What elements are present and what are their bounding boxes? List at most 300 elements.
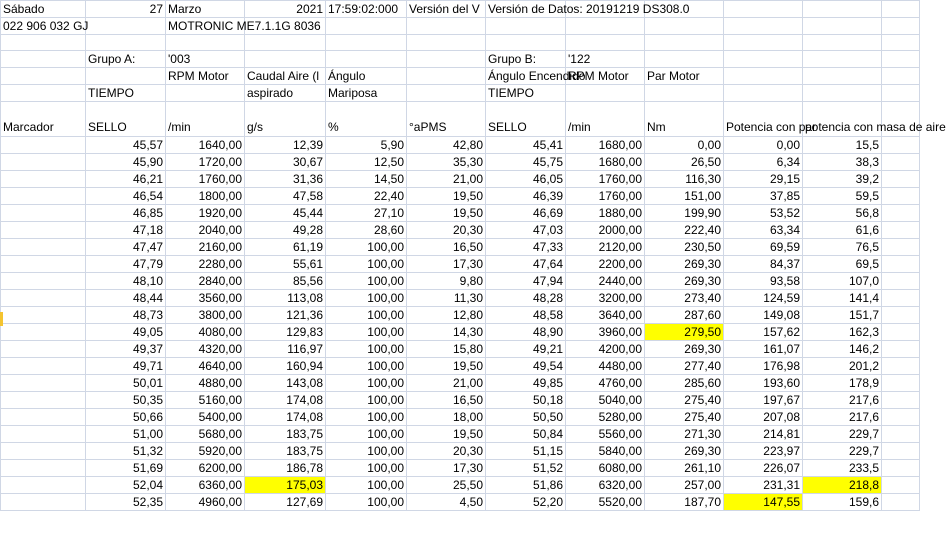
- empty-cell[interactable]: [882, 188, 920, 205]
- cell-min-a[interactable]: 2840,00: [166, 273, 245, 290]
- cell-pct[interactable]: 100,00: [326, 392, 407, 409]
- cell-gs[interactable]: 186,78: [245, 460, 326, 477]
- cell-apms[interactable]: 19,50: [407, 426, 486, 443]
- cell-nm[interactable]: 269,30: [645, 341, 724, 358]
- cell-min-b[interactable]: 6320,00: [566, 477, 645, 494]
- cell-sello-b[interactable]: 48,28: [486, 290, 566, 307]
- nm-header[interactable]: Nm: [645, 102, 724, 137]
- cell-marcador[interactable]: [1, 290, 86, 307]
- cell-potencia-par[interactable]: 226,07: [724, 460, 803, 477]
- cell-pct[interactable]: 22,40: [326, 188, 407, 205]
- empty-cell[interactable]: [724, 1, 803, 18]
- empty-cell[interactable]: [882, 51, 920, 68]
- cell-nm[interactable]: 261,10: [645, 460, 724, 477]
- cell-apms[interactable]: 21,00: [407, 375, 486, 392]
- cell-sello-b[interactable]: 45,75: [486, 154, 566, 171]
- mariposa-label[interactable]: Mariposa: [326, 85, 407, 102]
- cell-min-a[interactable]: 5160,00: [166, 392, 245, 409]
- cell-marcador[interactable]: [1, 443, 86, 460]
- cell-nm[interactable]: 287,60: [645, 307, 724, 324]
- empty-cell[interactable]: [407, 35, 486, 51]
- year-cell[interactable]: 2021: [245, 1, 326, 18]
- cell-potencia-aire[interactable]: 233,5: [803, 460, 882, 477]
- empty-cell[interactable]: [166, 35, 245, 51]
- cell-sello-a[interactable]: 49,05: [86, 324, 166, 341]
- cell-min-a[interactable]: 6360,00: [166, 477, 245, 494]
- cell-gs[interactable]: 183,75: [245, 443, 326, 460]
- cell-min-a[interactable]: 5920,00: [166, 443, 245, 460]
- cell-min-a[interactable]: 4640,00: [166, 358, 245, 375]
- cell-sello-b[interactable]: 49,54: [486, 358, 566, 375]
- cell-potencia-aire[interactable]: 76,5: [803, 239, 882, 256]
- cell-apms[interactable]: 25,50: [407, 477, 486, 494]
- cell-nm[interactable]: 116,30: [645, 171, 724, 188]
- cell-min-a[interactable]: 3800,00: [166, 307, 245, 324]
- empty-cell[interactable]: [407, 51, 486, 68]
- empty-cell[interactable]: [882, 358, 920, 375]
- empty-cell[interactable]: [882, 341, 920, 358]
- empty-cell[interactable]: [882, 307, 920, 324]
- empty-cell[interactable]: [645, 51, 724, 68]
- empty-cell[interactable]: [645, 18, 724, 35]
- empty-cell[interactable]: [882, 324, 920, 341]
- cell-potencia-aire[interactable]: 162,3: [803, 324, 882, 341]
- rpm-motor-a-label[interactable]: RPM Motor: [166, 68, 245, 85]
- empty-cell[interactable]: [882, 290, 920, 307]
- cell-potencia-aire[interactable]: 15,5: [803, 137, 882, 154]
- empty-cell[interactable]: [803, 35, 882, 51]
- empty-cell[interactable]: [882, 18, 920, 35]
- cell-potencia-par[interactable]: 207,08: [724, 409, 803, 426]
- cell-min-a[interactable]: 1920,00: [166, 205, 245, 222]
- cell-sello-b[interactable]: 51,15: [486, 443, 566, 460]
- cell-min-a[interactable]: 2280,00: [166, 256, 245, 273]
- empty-cell[interactable]: [724, 51, 803, 68]
- cell-potencia-par[interactable]: 29,15: [724, 171, 803, 188]
- date-number-cell[interactable]: 27: [86, 1, 166, 18]
- cell-min-a[interactable]: 6200,00: [166, 460, 245, 477]
- cell-nm[interactable]: 279,50: [645, 324, 724, 341]
- cell-potencia-par[interactable]: 63,34: [724, 222, 803, 239]
- cell-sello-a[interactable]: 48,44: [86, 290, 166, 307]
- cell-sello-b[interactable]: 46,39: [486, 188, 566, 205]
- cell-sello-a[interactable]: 51,00: [86, 426, 166, 443]
- cell-sello-a[interactable]: 47,79: [86, 256, 166, 273]
- day-cell[interactable]: Sábado: [1, 1, 86, 18]
- marcador-header[interactable]: Marcador: [1, 102, 86, 137]
- cell-nm[interactable]: 275,40: [645, 409, 724, 426]
- empty-cell[interactable]: [882, 205, 920, 222]
- cell-pct[interactable]: 100,00: [326, 307, 407, 324]
- cell-nm[interactable]: 285,60: [645, 375, 724, 392]
- cell-gs[interactable]: 116,97: [245, 341, 326, 358]
- empty-cell[interactable]: [245, 51, 326, 68]
- cell-nm[interactable]: 277,40: [645, 358, 724, 375]
- cell-min-b[interactable]: 5560,00: [566, 426, 645, 443]
- cell-potencia-aire[interactable]: 229,7: [803, 426, 882, 443]
- cell-gs[interactable]: 30,67: [245, 154, 326, 171]
- cell-min-a[interactable]: 5680,00: [166, 426, 245, 443]
- cell-gs[interactable]: 127,69: [245, 494, 326, 511]
- cell-nm[interactable]: 273,40: [645, 290, 724, 307]
- cell-min-a[interactable]: 2160,00: [166, 239, 245, 256]
- cell-gs[interactable]: 113,08: [245, 290, 326, 307]
- empty-cell[interactable]: [166, 85, 245, 102]
- cell-min-b[interactable]: 1760,00: [566, 188, 645, 205]
- potencia-aire-header[interactable]: potencia con masa de aire: [803, 102, 882, 137]
- cell-sello-a[interactable]: 46,21: [86, 171, 166, 188]
- cell-marcador[interactable]: [1, 171, 86, 188]
- cell-potencia-par[interactable]: 157,62: [724, 324, 803, 341]
- cell-sello-b[interactable]: 47,64: [486, 256, 566, 273]
- cell-potencia-par[interactable]: 37,85: [724, 188, 803, 205]
- cell-sello-a[interactable]: 46,85: [86, 205, 166, 222]
- cell-sello-b[interactable]: 47,03: [486, 222, 566, 239]
- min-b-header[interactable]: /min: [566, 102, 645, 137]
- tiempo-b-label[interactable]: TIEMPO: [486, 85, 566, 102]
- cell-min-a[interactable]: 4320,00: [166, 341, 245, 358]
- group-a-label-cell[interactable]: Grupo A:: [86, 51, 166, 68]
- cell-min-a[interactable]: 4880,00: [166, 375, 245, 392]
- cell-marcador[interactable]: [1, 392, 86, 409]
- cell-pct[interactable]: 100,00: [326, 494, 407, 511]
- cell-gs[interactable]: 61,19: [245, 239, 326, 256]
- cell-min-b[interactable]: 4200,00: [566, 341, 645, 358]
- cell-min-a[interactable]: 4960,00: [166, 494, 245, 511]
- cell-pct[interactable]: 14,50: [326, 171, 407, 188]
- cell-apms[interactable]: 20,30: [407, 443, 486, 460]
- empty-cell[interactable]: [86, 35, 166, 51]
- cell-marcador[interactable]: [1, 256, 86, 273]
- empty-cell[interactable]: [645, 35, 724, 51]
- cell-gs[interactable]: 31,36: [245, 171, 326, 188]
- cell-potencia-aire[interactable]: 141,4: [803, 290, 882, 307]
- cell-potencia-aire[interactable]: 56,8: [803, 205, 882, 222]
- cell-pct[interactable]: 100,00: [326, 290, 407, 307]
- cell-gs[interactable]: 45,44: [245, 205, 326, 222]
- cell-potencia-par[interactable]: 176,98: [724, 358, 803, 375]
- empty-cell[interactable]: [645, 85, 724, 102]
- sello-a-header[interactable]: SELLO: [86, 102, 166, 137]
- part-number-cell[interactable]: 022 906 032 GJ: [1, 18, 86, 35]
- cell-apms[interactable]: 19,50: [407, 188, 486, 205]
- ecu-cell[interactable]: MOTRONIC ME7.1.1G 8036: [166, 18, 245, 35]
- cell-potencia-aire[interactable]: 107,0: [803, 273, 882, 290]
- cell-sello-b[interactable]: 45,41: [486, 137, 566, 154]
- cell-marcador[interactable]: [1, 205, 86, 222]
- cell-potencia-par[interactable]: 214,81: [724, 426, 803, 443]
- cell-marcador[interactable]: [1, 460, 86, 477]
- empty-cell[interactable]: [882, 85, 920, 102]
- cell-gs[interactable]: 49,28: [245, 222, 326, 239]
- cell-sello-b[interactable]: 51,86: [486, 477, 566, 494]
- empty-cell[interactable]: [882, 426, 920, 443]
- cell-apms[interactable]: 15,80: [407, 341, 486, 358]
- cell-marcador[interactable]: [1, 494, 86, 511]
- cell-apms[interactable]: 42,80: [407, 137, 486, 154]
- empty-cell[interactable]: [407, 18, 486, 35]
- empty-cell[interactable]: [882, 239, 920, 256]
- cell-pct[interactable]: 5,90: [326, 137, 407, 154]
- cell-gs[interactable]: 183,75: [245, 426, 326, 443]
- cell-min-b[interactable]: 1680,00: [566, 154, 645, 171]
- cell-potencia-par[interactable]: 231,31: [724, 477, 803, 494]
- angulo-label[interactable]: Ángulo: [326, 68, 407, 85]
- cell-sello-b[interactable]: 49,85: [486, 375, 566, 392]
- cell-potencia-par[interactable]: 6,34: [724, 154, 803, 171]
- cell-min-b[interactable]: 4760,00: [566, 375, 645, 392]
- empty-cell[interactable]: [326, 35, 407, 51]
- cell-marcador[interactable]: [1, 222, 86, 239]
- gs-header[interactable]: g/s: [245, 102, 326, 137]
- empty-cell[interactable]: [882, 273, 920, 290]
- cell-gs[interactable]: 160,94: [245, 358, 326, 375]
- cell-nm[interactable]: 151,00: [645, 188, 724, 205]
- empty-cell[interactable]: [724, 85, 803, 102]
- empty-cell[interactable]: [882, 494, 920, 511]
- cell-pct[interactable]: 100,00: [326, 256, 407, 273]
- empty-cell[interactable]: [882, 443, 920, 460]
- cell-min-a[interactable]: 1640,00: [166, 137, 245, 154]
- cell-pct[interactable]: 100,00: [326, 239, 407, 256]
- cell-pct[interactable]: 100,00: [326, 426, 407, 443]
- empty-cell[interactable]: [1, 51, 86, 68]
- cell-nm[interactable]: 187,70: [645, 494, 724, 511]
- empty-cell[interactable]: [803, 18, 882, 35]
- cell-pct[interactable]: 100,00: [326, 409, 407, 426]
- cell-min-b[interactable]: 1880,00: [566, 205, 645, 222]
- cell-sello-b[interactable]: 51,52: [486, 460, 566, 477]
- cell-nm[interactable]: 222,40: [645, 222, 724, 239]
- cell-sello-a[interactable]: 47,47: [86, 239, 166, 256]
- cell-apms[interactable]: 12,80: [407, 307, 486, 324]
- empty-cell[interactable]: [882, 137, 920, 154]
- empty-cell[interactable]: [882, 68, 920, 85]
- cell-potencia-aire[interactable]: 217,6: [803, 392, 882, 409]
- cell-sello-a[interactable]: 51,32: [86, 443, 166, 460]
- cell-marcador[interactable]: [1, 188, 86, 205]
- cell-min-a[interactable]: 1720,00: [166, 154, 245, 171]
- month-cell[interactable]: Marzo: [166, 1, 245, 18]
- cell-gs[interactable]: 174,08: [245, 409, 326, 426]
- cell-nm[interactable]: 271,30: [645, 426, 724, 443]
- cell-min-a[interactable]: 4080,00: [166, 324, 245, 341]
- cell-min-a[interactable]: 5400,00: [166, 409, 245, 426]
- cell-marcador[interactable]: [1, 154, 86, 171]
- empty-cell[interactable]: [882, 375, 920, 392]
- empty-cell[interactable]: [882, 256, 920, 273]
- cell-min-b[interactable]: 1760,00: [566, 171, 645, 188]
- cell-sello-a[interactable]: 50,66: [86, 409, 166, 426]
- empty-cell[interactable]: [803, 68, 882, 85]
- cell-apms[interactable]: 21,00: [407, 171, 486, 188]
- cell-potencia-par[interactable]: 223,97: [724, 443, 803, 460]
- cell-min-a[interactable]: 1760,00: [166, 171, 245, 188]
- cell-apms[interactable]: 19,50: [407, 205, 486, 222]
- cell-pct[interactable]: 100,00: [326, 477, 407, 494]
- tiempo-a-label[interactable]: TIEMPO: [86, 85, 166, 102]
- empty-cell[interactable]: [882, 35, 920, 51]
- cell-pct[interactable]: 28,60: [326, 222, 407, 239]
- cell-gs[interactable]: 143,08: [245, 375, 326, 392]
- cell-sello-b[interactable]: 46,69: [486, 205, 566, 222]
- cell-marcador[interactable]: [1, 324, 86, 341]
- cell-nm[interactable]: 275,40: [645, 392, 724, 409]
- cell-potencia-par[interactable]: 93,58: [724, 273, 803, 290]
- cell-min-b[interactable]: 3200,00: [566, 290, 645, 307]
- cell-potencia-aire[interactable]: 178,9: [803, 375, 882, 392]
- empty-cell[interactable]: [566, 35, 645, 51]
- cell-min-a[interactable]: 3560,00: [166, 290, 245, 307]
- cell-potencia-aire[interactable]: 159,6: [803, 494, 882, 511]
- cell-pct[interactable]: 100,00: [326, 273, 407, 290]
- potencia-par-header[interactable]: Potencia con par: [724, 102, 803, 137]
- cell-sello-b[interactable]: 48,58: [486, 307, 566, 324]
- cell-nm[interactable]: 0,00: [645, 137, 724, 154]
- cell-potencia-aire[interactable]: 229,7: [803, 443, 882, 460]
- cell-marcador[interactable]: [1, 375, 86, 392]
- cell-marcador[interactable]: [1, 137, 86, 154]
- cell-sello-a[interactable]: 45,90: [86, 154, 166, 171]
- cell-pct[interactable]: 27,10: [326, 205, 407, 222]
- apms-header[interactable]: °aPMS: [407, 102, 486, 137]
- cell-min-b[interactable]: 4480,00: [566, 358, 645, 375]
- empty-cell[interactable]: [1, 68, 86, 85]
- cell-min-b[interactable]: 5280,00: [566, 409, 645, 426]
- cell-min-b[interactable]: 2000,00: [566, 222, 645, 239]
- cell-sello-a[interactable]: 52,04: [86, 477, 166, 494]
- cell-potencia-aire[interactable]: 151,7: [803, 307, 882, 324]
- cell-min-b[interactable]: 5520,00: [566, 494, 645, 511]
- cell-min-b[interactable]: 6080,00: [566, 460, 645, 477]
- cell-potencia-par[interactable]: 161,07: [724, 341, 803, 358]
- cell-apms[interactable]: 16,50: [407, 392, 486, 409]
- cell-marcador[interactable]: [1, 477, 86, 494]
- empty-cell[interactable]: [326, 51, 407, 68]
- sello-b-header[interactable]: SELLO: [486, 102, 566, 137]
- empty-cell[interactable]: [803, 1, 882, 18]
- cell-sello-b[interactable]: 50,18: [486, 392, 566, 409]
- cell-sello-a[interactable]: 51,69: [86, 460, 166, 477]
- cell-potencia-par[interactable]: 124,59: [724, 290, 803, 307]
- cell-apms[interactable]: 17,30: [407, 460, 486, 477]
- cell-nm[interactable]: 230,50: [645, 239, 724, 256]
- version-label-cell[interactable]: Versión del V: [407, 1, 486, 18]
- empty-cell[interactable]: [803, 85, 882, 102]
- cell-min-b[interactable]: 2440,00: [566, 273, 645, 290]
- cell-min-b[interactable]: 3640,00: [566, 307, 645, 324]
- cell-sello-b[interactable]: 46,05: [486, 171, 566, 188]
- cell-sello-a[interactable]: 48,10: [86, 273, 166, 290]
- cell-apms[interactable]: 17,30: [407, 256, 486, 273]
- cell-gs[interactable]: 55,61: [245, 256, 326, 273]
- cell-nm[interactable]: 257,00: [645, 477, 724, 494]
- cell-potencia-aire[interactable]: 39,2: [803, 171, 882, 188]
- cell-potencia-aire[interactable]: 38,3: [803, 154, 882, 171]
- cell-potencia-aire[interactable]: 201,2: [803, 358, 882, 375]
- cell-potencia-par[interactable]: 149,08: [724, 307, 803, 324]
- cell-potencia-par[interactable]: 0,00: [724, 137, 803, 154]
- empty-cell[interactable]: [882, 222, 920, 239]
- caudal-aire-label[interactable]: Caudal Aire (l: [245, 68, 326, 85]
- min-a-header[interactable]: /min: [166, 102, 245, 137]
- cell-pct[interactable]: 100,00: [326, 460, 407, 477]
- cell-apms[interactable]: 11,30: [407, 290, 486, 307]
- empty-cell[interactable]: [486, 18, 566, 35]
- empty-cell[interactable]: [803, 51, 882, 68]
- cell-gs[interactable]: 85,56: [245, 273, 326, 290]
- cell-apms[interactable]: 16,50: [407, 239, 486, 256]
- empty-cell[interactable]: [882, 409, 920, 426]
- cell-sello-b[interactable]: 48,90: [486, 324, 566, 341]
- cell-potencia-par[interactable]: 147,55: [724, 494, 803, 511]
- empty-cell[interactable]: [407, 85, 486, 102]
- cell-nm[interactable]: 199,90: [645, 205, 724, 222]
- cell-sello-a[interactable]: 52,35: [86, 494, 166, 511]
- cell-potencia-par[interactable]: 53,52: [724, 205, 803, 222]
- cell-nm[interactable]: 269,30: [645, 443, 724, 460]
- cell-min-b[interactable]: 2200,00: [566, 256, 645, 273]
- empty-cell[interactable]: [882, 460, 920, 477]
- cell-sello-b[interactable]: 52,20: [486, 494, 566, 511]
- cell-potencia-par[interactable]: 197,67: [724, 392, 803, 409]
- empty-cell[interactable]: [724, 18, 803, 35]
- cell-marcador[interactable]: [1, 426, 86, 443]
- empty-cell[interactable]: [326, 18, 407, 35]
- cell-nm[interactable]: 26,50: [645, 154, 724, 171]
- cell-potencia-par[interactable]: 69,59: [724, 239, 803, 256]
- cell-pct[interactable]: 100,00: [326, 443, 407, 460]
- rpm-motor-b-label[interactable]: RPM Motor: [566, 68, 645, 85]
- angulo-encendido-label[interactable]: Ángulo Encendido: [486, 68, 566, 85]
- cell-potencia-aire[interactable]: 146,2: [803, 341, 882, 358]
- cell-apms[interactable]: 18,00: [407, 409, 486, 426]
- empty-cell[interactable]: [86, 68, 166, 85]
- cell-apms[interactable]: 9,80: [407, 273, 486, 290]
- cell-potencia-aire[interactable]: 61,6: [803, 222, 882, 239]
- empty-cell[interactable]: [882, 154, 920, 171]
- cell-nm[interactable]: 269,30: [645, 256, 724, 273]
- cell-sello-a[interactable]: 46,54: [86, 188, 166, 205]
- cell-gs[interactable]: 121,36: [245, 307, 326, 324]
- cell-potencia-par[interactable]: 193,60: [724, 375, 803, 392]
- cell-nm[interactable]: 269,30: [645, 273, 724, 290]
- empty-cell[interactable]: [245, 35, 326, 51]
- cell-apms[interactable]: 20,30: [407, 222, 486, 239]
- cell-min-a[interactable]: 2040,00: [166, 222, 245, 239]
- cell-pct[interactable]: 12,50: [326, 154, 407, 171]
- aspirado-label[interactable]: aspirado: [245, 85, 326, 102]
- time-cell[interactable]: 17:59:02:000: [326, 1, 407, 18]
- cell-apms[interactable]: 35,30: [407, 154, 486, 171]
- empty-cell[interactable]: [1, 85, 86, 102]
- par-motor-label[interactable]: Par Motor: [645, 68, 724, 85]
- empty-cell[interactable]: [882, 171, 920, 188]
- cell-pct[interactable]: 100,00: [326, 375, 407, 392]
- empty-cell[interactable]: [1, 35, 86, 51]
- cell-sello-a[interactable]: 47,18: [86, 222, 166, 239]
- cell-sello-a[interactable]: 49,37: [86, 341, 166, 358]
- empty-cell[interactable]: [407, 68, 486, 85]
- cell-min-a[interactable]: 1800,00: [166, 188, 245, 205]
- cell-apms[interactable]: 4,50: [407, 494, 486, 511]
- empty-cell[interactable]: [724, 35, 803, 51]
- cell-min-b[interactable]: 1680,00: [566, 137, 645, 154]
- cell-pct[interactable]: 100,00: [326, 324, 407, 341]
- cell-potencia-par[interactable]: 84,37: [724, 256, 803, 273]
- cell-apms[interactable]: 14,30: [407, 324, 486, 341]
- cell-sello-a[interactable]: 50,35: [86, 392, 166, 409]
